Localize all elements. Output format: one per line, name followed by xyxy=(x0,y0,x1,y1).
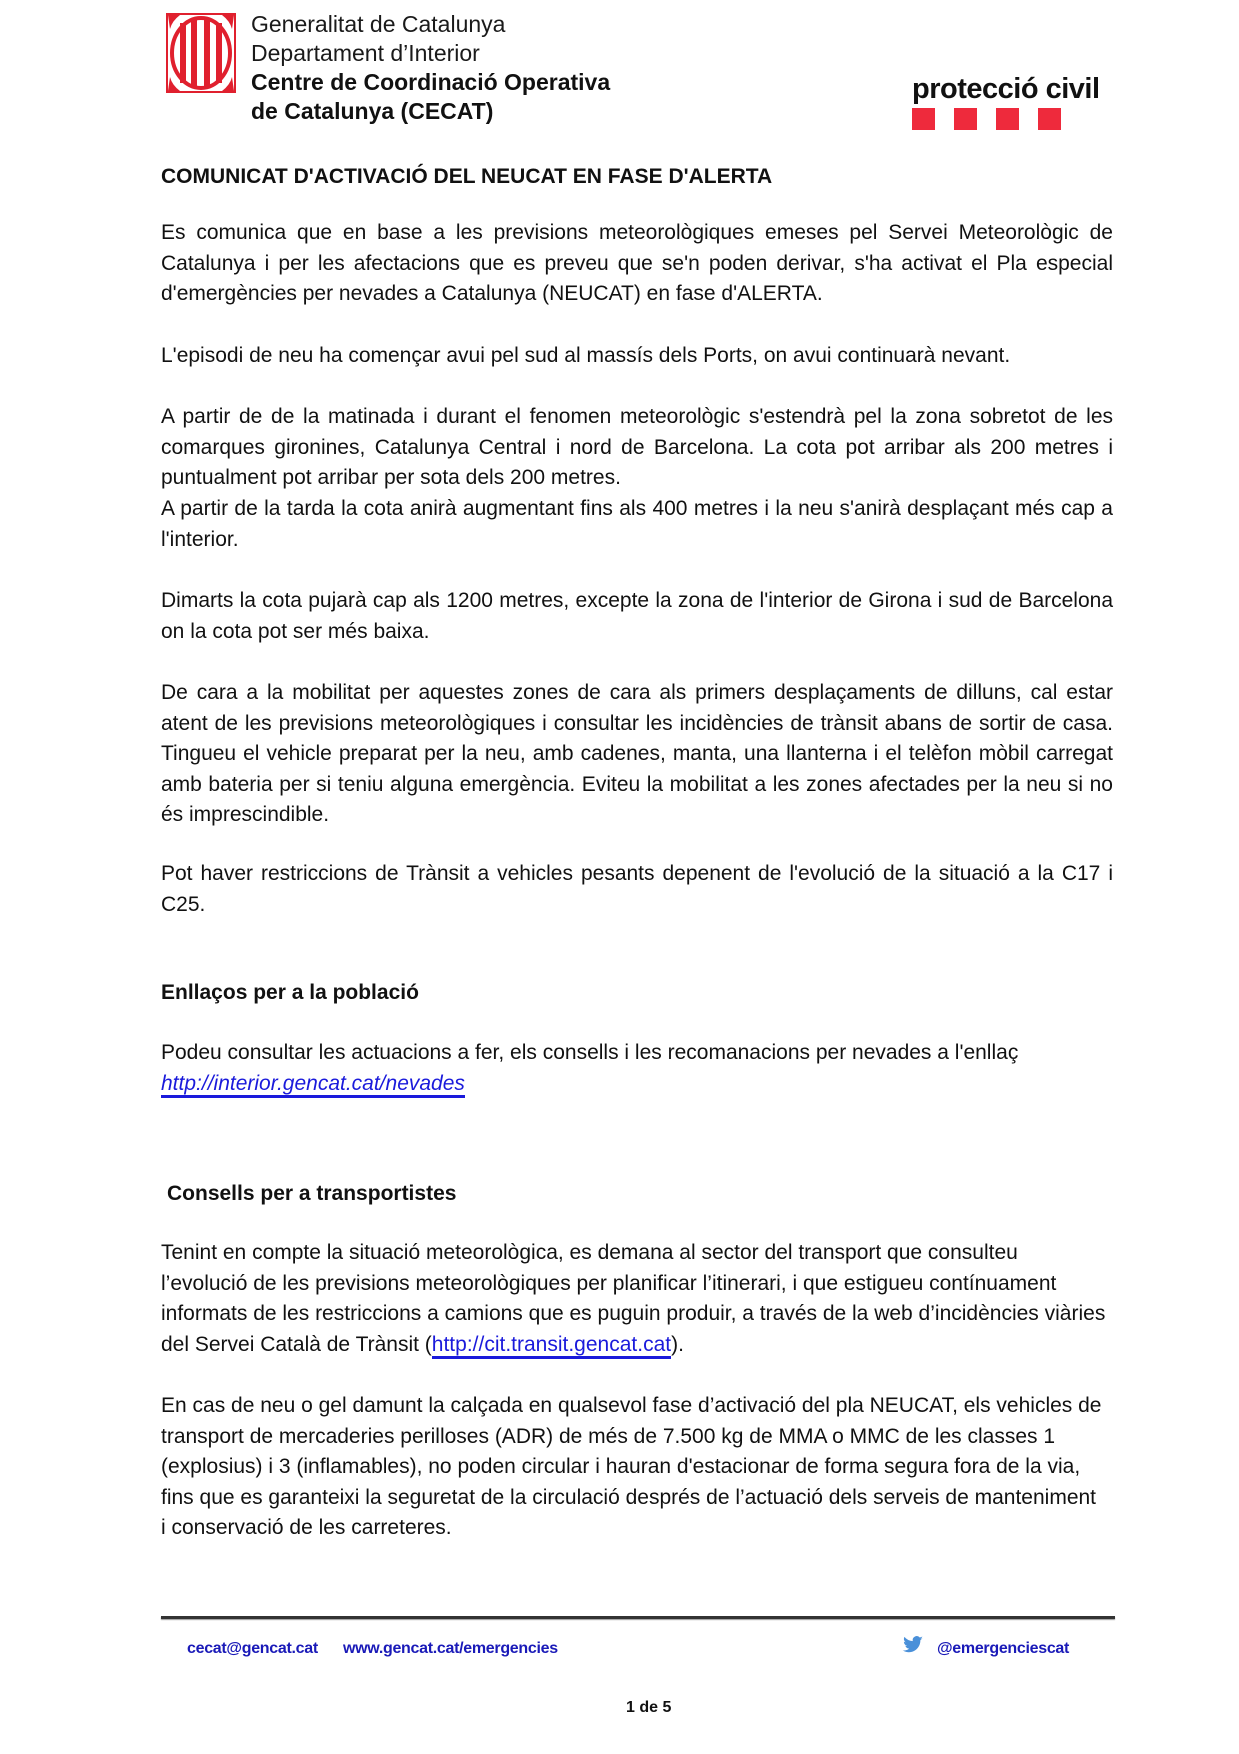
paragraph-activation: Es comunica que en base a les previsions meteorològiques emeses pel Servei Meteorològic de Catalunya i per les afectacions que es preveu que se'n poden derivar, s'ha activat el Pla especial d'emergències per nevades a Catalunya (NEUCAT) en fase d'ALERTA. xyxy=(161,221,1113,306)
transit-link[interactable]: http://cit.transit.gencat.cat xyxy=(432,1333,671,1359)
paragraph-population xyxy=(161,1038,1113,1099)
heading-population-links: Enllaços per a la població xyxy=(161,981,419,1004)
population-text: Podeu consultar les actuacions a fer, els consells i les recomanacions per nevades a l'enllaç xyxy=(161,1041,1019,1064)
paragraph-mobility: De cara a la mobilitat per aquestes zones de cara als primers desplaçaments de dilluns, cal estar atent de les previsions meteorològiques i consultar les incidències de trànsit abans de sortir de casa. Tingueu el vehicle preparat per la neu, amb cadenes, manta, una llanterna i el telèfon mòbil carregat amb bateria per si teniu alguna emergència. Eviteu la mobilitat a les zones afectades per la neu si no és imprescindible. xyxy=(161,681,1113,827)
transport-text: Tenint en compte la situació meteorològica, es demana al sector del transport que consulteu l’evolució de les previsions meteorològiques per planificar l’itinerari, i que estigueu contínuament informats de les restriccions a camions que es puguin produir, a través de la web d’incidències viàries del Servei Català de Trànsit ( xyxy=(161,1241,1106,1356)
proteccio-civil-logo xyxy=(912,72,1102,130)
footer-email-link[interactable]: cecat@gencat.cat xyxy=(187,1640,318,1657)
page-number: 1 de 5 xyxy=(626,1699,672,1716)
footer-website-link[interactable]: www.gencat.cat/emergencies xyxy=(343,1640,558,1657)
nevades-link[interactable]: http://interior.gencat.cat/nevades xyxy=(161,1072,465,1098)
footer-divider xyxy=(161,1616,1115,1619)
paragraph-transport-info xyxy=(161,1238,1106,1360)
paragraph-restrictions: Pot haver restriccions de Trànsit a vehicles pesants depenent de l'evolució de la situació a la C17 i C25. xyxy=(161,862,1113,916)
paragraph-dawn: A partir de de la matinada i durant el fenomen meteorològic s'estendrà pel la zona sobretot de les comarques gironines, Catalunya Central i nord de Barcelona. La cota pot arribar als 200 metres i puntualment pot arribar per sota dels 200 metres. xyxy=(161,405,1113,490)
paragraph-afternoon: A partir de la tarda la cota anirà augmentant fins als 400 metres i la neu s'anirà desplaçant més cap a l'interior. xyxy=(161,497,1113,551)
heading-transport-advice: Consells per a transportistes xyxy=(167,1182,457,1205)
paragraph-tuesday: Dimarts la cota pujarà cap als 1200 metres, excepte la zona de l'interior de Girona i sud de Barcelona on la cota pot ser més baixa. xyxy=(161,589,1113,643)
org-line-department: Departament d’Interior xyxy=(251,40,480,66)
org-line-generalitat: Generalitat de Catalunya xyxy=(251,11,506,37)
paragraph-episode: L'episodi de neu ha començar avui pel sud al massís dels Ports, on avui continuarà nevant. xyxy=(161,344,1011,367)
org-line-cecat: de Catalunya (CECAT) xyxy=(251,98,494,124)
paragraph-adr-restrictions: En cas de neu o gel damunt la calçada en qualsevol fase d’activació del pla NEUCAT, els vehicles de transport de mercaderies perilloses (ADR) de més de 7.500 kg de MMA o MMC de les classes 1 (explosius) i 3 (inflamables), no poden circular i hauran d'estacionar de forma segura fora de la via, fins que es garanteixi la seguretat de la circulació després de l’actuació dels serveis de manteniment i conservació de les carreteres. xyxy=(161,1394,1102,1540)
brand-text: protecció civil xyxy=(912,73,1100,105)
footer-twitter-link[interactable]: @emergenciescat xyxy=(937,1640,1070,1657)
transport-text-end: ). xyxy=(671,1332,684,1356)
twitter-bird-icon xyxy=(902,1636,924,1654)
organization-name xyxy=(251,10,610,126)
org-line-centre: Centre de Coordinació Operativa xyxy=(251,69,611,95)
brand-squares-icon xyxy=(912,108,1102,130)
document-title: COMUNICAT D'ACTIVACIÓ DEL NEUCAT EN FASE D'ALERTA xyxy=(161,165,773,188)
catalan-coat-of-arms-icon xyxy=(166,13,236,93)
